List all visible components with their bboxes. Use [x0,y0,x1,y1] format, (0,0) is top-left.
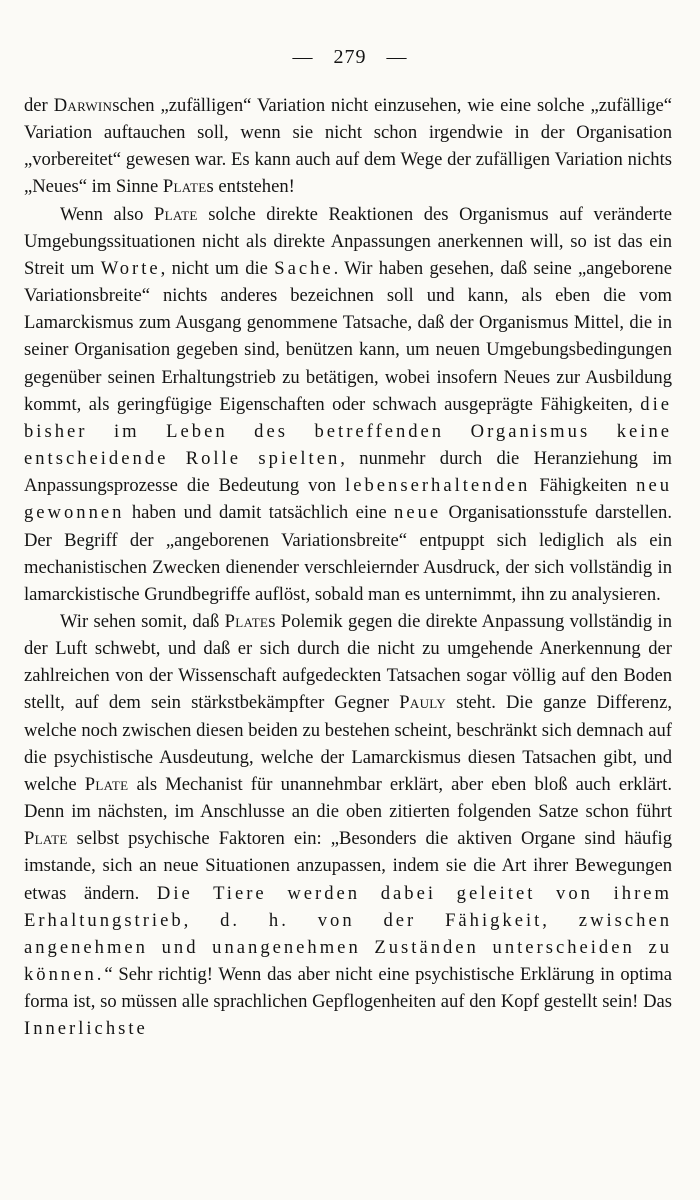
header-dash-right: — [386,46,408,68]
text-segment: solche direkte Reaktionen des Organismus auf veränderte Umgebungssituationen nicht als direkte Anpassungen anerkennen will, so ist das ein Streit um [24,203,672,279]
text-segment: Organisationsstufe darstellen. Der Begriff der „angeborenen Variationsbreite“ entpuppt sich lediglich als ein mechanistischen Zwecken dienender verschleiernder Ausdruck, der sich vollständig in lamarckistische Grundbegriffe auflöst, sobald man es unternimmt, ihn zu analysieren. [24,502,672,605]
emphasis-text: Die Tiere werden dabei geleitet von ihrem Erhaltungstrieb, d. h. von der Fähigkeit, zwischen angenehmen und unangenehmen Zuständen unterscheiden zu können. [24,882,672,985]
emphasis-text: die bisher im Leben des betreffenden Organismus keine entscheidende Rolle spielten [24,393,672,470]
text-segment: Fähigkeiten [530,475,637,497]
text-segment: , nunmehr durch die Heranziehung im Anpassungsprozesse die Bedeutung von [24,448,672,497]
text-segment: haben und damit tatsächlich eine [124,502,395,524]
emphasis-text: Innerlichste [24,1018,148,1040]
text-segment: , nicht um die [160,257,275,279]
paragraph-1 [24,92,672,201]
author-name: Pauly [399,692,446,714]
paragraph-3 [24,608,672,1043]
text-segment: . Wir haben gesehen, daß seine „angeborene Variationsbreite“ nichts anderes bezeichnen soll und kann, als eben die vom Lamarckismus zum Ausgang genommene Tatsache, daß der Organismus Mittel, die in seiner Organisation gegeben sind, benützen kann, um neuen Umgebungsbedingungen gegenüber seinen Erhaltungstrieb zu betätigen, wobei insofern Neues zur Ausbildung kommt, als geringfügige Eigenschaften oder schwach ausgeprägte Fähigkeiten, [24,257,672,415]
text-segment: “ Sehr richtig! Wenn das aber nicht eine psychistische Erklärung in optima forma ist, so müssen alle sprachlichen Gepflogenheiten auf den Kopf gestellt sein! Das [24,964,672,1013]
author-name: Plate [224,610,269,632]
text-segment: schen „zufälligen“ Variation nicht einzusehen, wie eine solche „zufällige“ Variation auftauchen soll, wenn sie nicht schon irgendwie in der Organisation „vorbereitet“ gewesen war. Es kann auch auf dem Wege der zufälligen Variation nichts „Neues“ im Sinne [24,95,673,198]
text-segment: als Mechanist für unannehmbar erklärt, aber eben bloß auch erklärt. Denn im nächsten, im Anschlusse an die oben zitierten folgenden Satze schon führt [24,773,672,823]
author-name: Plate [162,176,207,198]
paragraph-2 [24,201,672,608]
emphasis-text: Worte [100,257,161,279]
text-segment: der [24,95,54,116]
text-segment: steht. Die ganze Differenz, welche noch zwischen diesen beiden zu bestehen scheint, beschränkt sich demnach auf die psychistische Ausdeutung, welche der Lamarckismus diesen Tatsachen gibt, und welche [24,692,672,795]
text-segment: s Polemik gegen die direkte Anpassung vollständig in der Luft schwebt, und daß er sich durch die nicht zu umgehende Anerkennung der zahlreichen von der Wissenschaft aufgedeckten Tatsachen sogar völlig auf den Boden stellt, auf dem sein stärkstbekämpfter Gegner [24,610,673,714]
header-dash-left: — [292,46,314,68]
author-name: Darwin [53,95,113,116]
author-name: Plate [84,773,129,795]
emphasis-text: lebenserhaltenden [345,475,531,497]
emphasis-text: neue [394,502,442,524]
body-text [24,92,672,1042]
text-segment: Wir sehen somit, daß [60,610,225,632]
text-segment: selbst psychische Faktoren ein: „Besonders die aktiven Organe sind häufig imstande, sich an neue Situationen anzupassen, indem sie die Art ihrer Bewegungen etwas ändern. [24,828,672,904]
text-segment: Wenn also [60,203,155,225]
author-name: Plate [24,828,68,850]
page-number: 279 [333,46,367,68]
emphasis-text: neu gewonnen [24,475,672,524]
text-segment: s entstehen! [206,176,295,198]
author-name: Plate [154,203,198,225]
emphasis-text: Sache [274,257,334,279]
page-header [0,46,700,69]
